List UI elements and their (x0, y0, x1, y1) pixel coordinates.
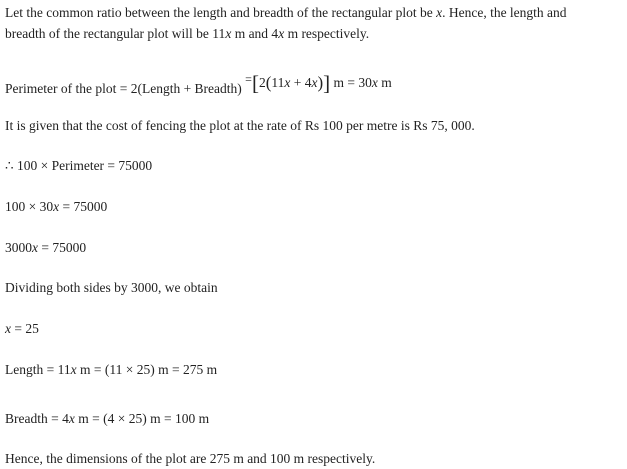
intro-text: . Hence, the length and (442, 5, 567, 20)
variable-x: x (371, 75, 378, 90)
equals-sign: = (245, 72, 252, 86)
perimeter-line (5, 66, 392, 102)
coefficient: 2 (258, 75, 266, 90)
intro-text: m respectively. (284, 26, 370, 41)
equation-1 (5, 157, 152, 174)
right-bracket: ] (323, 71, 331, 95)
equation-text: = 75000 (38, 240, 87, 255)
equation-text: ∴ 100 × Perimeter = 75000 (5, 158, 153, 173)
perimeter-label: Perimeter of the plot = 2(Length + Breadth) (5, 81, 242, 96)
variable-x: x (311, 75, 318, 90)
variable-x: x (225, 26, 232, 41)
result-text: m = 30 (330, 75, 372, 90)
variable-x: x (278, 26, 285, 41)
length-result (5, 361, 217, 378)
intro-line-1 (5, 4, 567, 21)
equation-3 (5, 239, 86, 256)
left-paren: ( (265, 73, 272, 92)
equation-text: = 75000 (59, 199, 108, 214)
equation-4 (5, 320, 39, 337)
breadth-result (5, 410, 209, 427)
variable-x: x (5, 321, 11, 336)
dividing-text: Dividing both sides by 3000, we obtain (5, 280, 218, 295)
breadth-text: m = (4 × 25) m = 100 m (74, 411, 210, 426)
given-statement (5, 117, 475, 134)
result-text: m (377, 75, 392, 90)
conclusion-text: Hence, the dimensions of the plot are 275 m and 100 m respectively. (5, 451, 376, 466)
equation-2 (5, 198, 107, 215)
right-paren: ) (317, 73, 324, 92)
length-text: m = (11 × 25) m = 275 m (76, 362, 218, 377)
variable-x: x (70, 362, 77, 377)
breadth-text: Breadth = 4 (5, 411, 69, 426)
equation-text: 100 × 30 (5, 199, 54, 214)
intro-text: breadth of the rectangular plot will be 11 (5, 26, 226, 41)
inner-term: + 4 (290, 75, 312, 90)
left-bracket: [ (251, 71, 259, 95)
intro-text: m and 4 (231, 26, 279, 41)
intro-line-2 (5, 25, 369, 42)
variable-x: x (32, 240, 38, 255)
intro-text: Let the common ratio between the length and breadth of the rectangular plot be (5, 5, 437, 20)
equation-text: = 25 (11, 321, 39, 336)
inner-term: 11 (271, 75, 285, 90)
variable-x: x (68, 411, 75, 426)
variable-x: x (284, 75, 291, 90)
equation-text: 3000 (5, 240, 32, 255)
given-text: It is given that the cost of fencing the plot at the rate of Rs 100 per metre is Rs 75, 000. (5, 118, 475, 133)
length-text: Length = 11 (5, 362, 71, 377)
conclusion (5, 450, 375, 467)
variable-x: x (436, 5, 443, 20)
variable-x: x (53, 199, 60, 214)
dividing-statement (5, 279, 218, 296)
